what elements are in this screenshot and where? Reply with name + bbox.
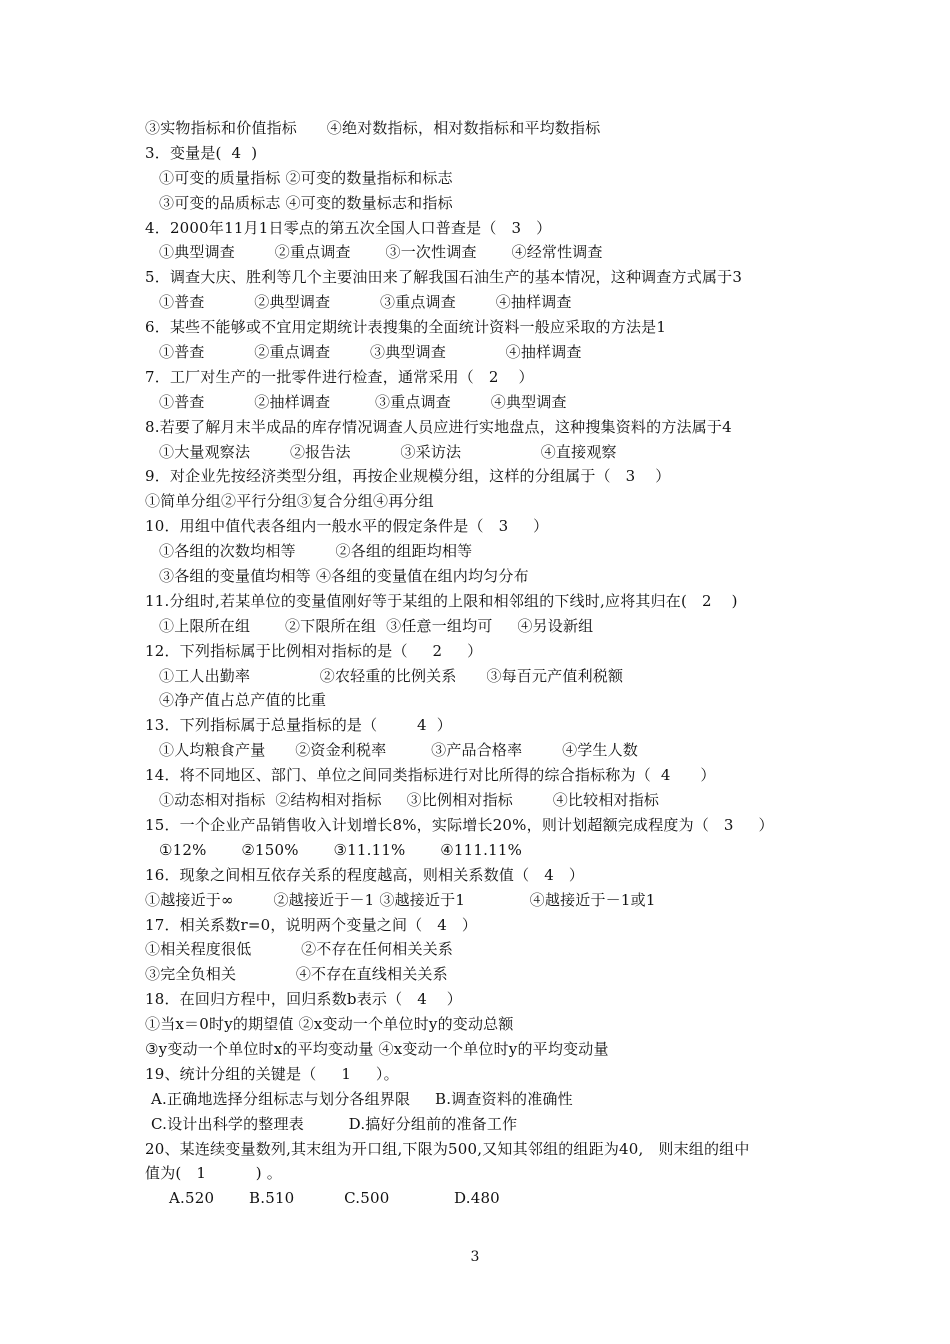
question-17: 17．相关系数r=0，说明两个变量之间（ 4 ） (145, 915, 478, 934)
page-number: 3 (470, 1249, 480, 1265)
question-7: 7．工厂对生产的一批零件进行检查，通常采用（ 2 ） (145, 367, 534, 386)
question-9: 9．对企业先按经济类型分组，再按企业规模分组，这样的分组属于（ 3 ） (145, 467, 671, 486)
question-13: 13．下列指标属于总量指标的是（ 4 ） (145, 716, 452, 735)
option-line: ①越接近于∞ ②越接近于－1 ③越接近于1 ④越接近于－1或1 (145, 890, 656, 909)
option-line: ③各组的变量值均相等 ④各组的变量值在组内均匀分布 (159, 567, 529, 586)
option-line: ①各组的次数均相等 ②各组的组距均相等 (159, 542, 473, 561)
option-line: ①12% ②150% ③11.11% ④111.11% (159, 840, 523, 859)
question-18: 18．在回归方程中，回归系数b表示（ 4 ） (145, 990, 463, 1009)
question-15: 15．一个企业产品销售收入计划增长8%，实际增长20%，则计划超额完成程度为（ 3 ） (145, 815, 774, 834)
question-3: 3．变量是( 4 ) (145, 143, 258, 162)
option-line: ①可变的质量指标 ②可变的数量指标和标志 (159, 168, 453, 187)
option-line: ①动态相对指标 ②结构相对指标 ③比例相对指标 ④比较相对指标 (159, 791, 660, 810)
option-line: ①简单分组②平行分组③复合分组④再分组 (145, 492, 434, 511)
option-line: ①当x＝0时y的期望值 ②x变动一个单位时y的变动总额 (145, 1015, 514, 1034)
option-line: C.设计出科学的整理表 D.搞好分组前的准备工作 (151, 1114, 518, 1133)
question-5: 5．调查大庆、胜利等几个主要油田来了解我国石油生产的基本情况，这种调查方式属于3 (145, 268, 743, 287)
option-line: ③完全负相关 ④不存在直线相关关系 (145, 965, 448, 984)
option-line: ①工人出勤率 ②农轻重的比例关系 ③每百元产值利税额 (159, 666, 624, 685)
question-8: 8.若要了解月末半成品的库存情况调查人员应进行实地盘点，这种搜集资料的方法属于4 (145, 417, 732, 436)
question-14: 14．将不同地区、部门、单位之间同类指标进行对比所得的综合指标称为（ 4 ） (145, 766, 716, 785)
question-10: 10．用组中值代表各组内一般水平的假定条件是（ 3 ） (145, 517, 549, 536)
question-4: 4．2000年11月1日零点的第五次全国人口普查是（ 3 ） (145, 218, 552, 237)
option-line: ④净产值占总产值的比重 (159, 691, 327, 710)
document-body (145, 116, 825, 1211)
text-line: ③实物指标和价值指标 ④绝对数指标，相对数指标和平均数指标 (145, 119, 601, 137)
question-19: 19、统计分组的关键是（ 1 ）。 (145, 1064, 399, 1083)
question-16: 16．现象之间相互依存关系的程度越高，则相关系数值（ 4 ） (145, 865, 585, 884)
option-line: ①普查 ②抽样调查 ③重点调查 ④典型调查 (159, 392, 567, 411)
option-line: ①上限所在组 ②下限所在组 ③任意一组均可 ④另设新组 (159, 616, 594, 635)
question-6: 6．某些不能够或不宜用定期统计表搜集的全面统计资料一般应采取的方法是1 (145, 318, 667, 337)
question-11: 11.分组时,若某单位的变量值刚好等于某组的上限和相邻组的下线时,应将其归在( 2 ) (145, 591, 738, 610)
option-line: ③y变动一个单位时x的平均变动量 ④x变动一个单位时y的平均变动量 (145, 1039, 609, 1058)
option-line: ①普查 ②典型调查 ③重点调查 ④抽样调查 (159, 293, 572, 312)
option-line: ①大量观察法 ②报告法 ③采访法 ④直接观察 (159, 442, 617, 461)
option-line: ①人均粮食产量 ②资金利税率 ③产品合格率 ④学生人数 (159, 741, 639, 760)
question-20: 20、某连续变量数列,其末组为开口组,下限为500,又知其邻组的组距为40, 则末组的组中 (145, 1139, 750, 1158)
question-20-continued: 值为( 1 ) 。 (145, 1164, 283, 1183)
question-12: 12．下列指标属于比例相对指标的是（ 2 ） (145, 641, 483, 660)
option-line: ①普查 ②重点调查 ③典型调查 ④抽样调查 (159, 343, 582, 362)
option-line: ①典型调查 ②重点调查 ③一次性调查 ④经常性调查 (159, 243, 603, 262)
option-line: A.520 B.510 C.500 D.480 (169, 1189, 500, 1208)
option-line: A.正确地选择分组标志与划分各组界限 B.调查资料的准确性 (151, 1089, 573, 1108)
option-line: ①相关程度很低 ②不存在任何相关关系 (145, 940, 454, 959)
option-line: ③可变的品质标志 ④可变的数量标志和指标 (159, 193, 453, 212)
